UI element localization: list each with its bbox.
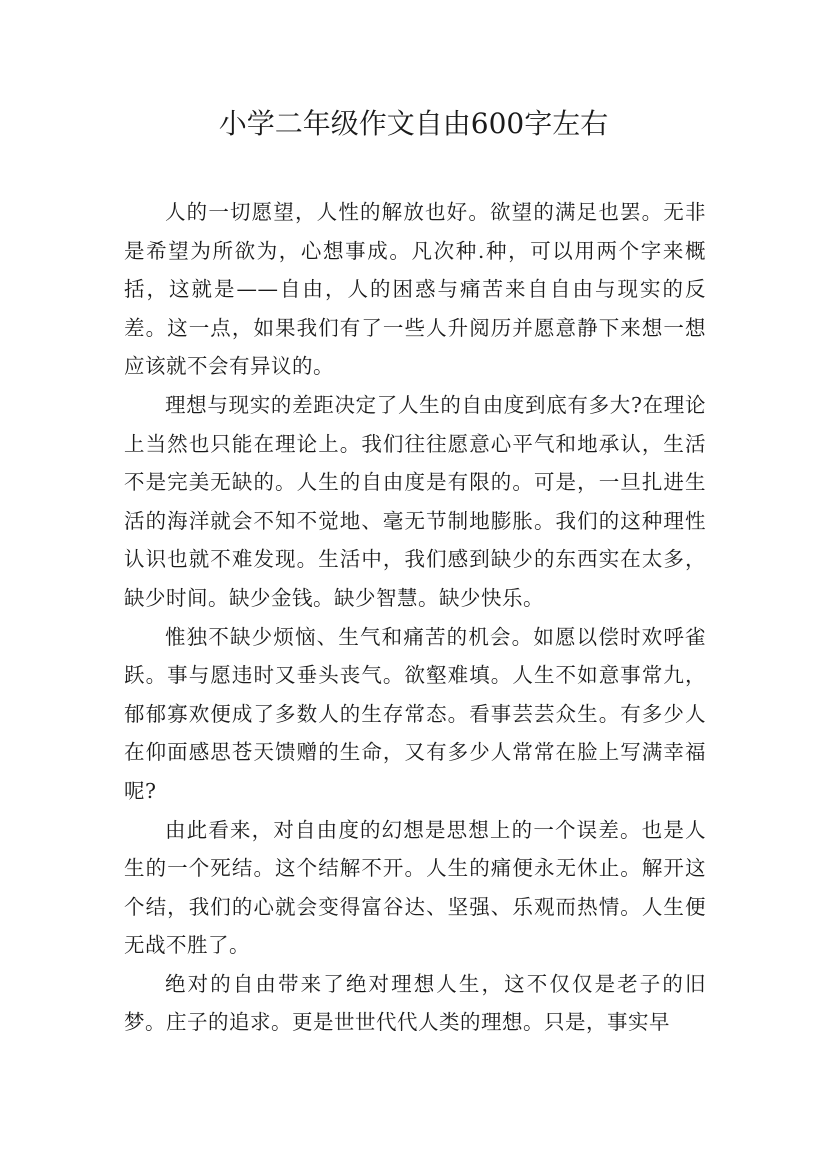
document-body <box>124 193 706 1042</box>
paragraph: 由此看来，对自由度的幻想是思想上的一个误差。也是人生的一个死结。这个结解不开。人生的痛便永无休止。解开这个结，我们的心就会变得富谷达、坚强、乐观而热情。人生便无战不胜了。 <box>124 817 706 958</box>
paragraph: 人的一切愿望，人性的解放也好。欲望的满足也罢。无非是希望为所欲为，心想事成。凡次种.种，可以用两个字来概括，这就是——自由，人的困惑与痛苦来自自由与现实的反差。这一点，如果我们有了一些人升阅历并愿意静下来想一想应该就不会有异议的。 <box>124 200 706 379</box>
paragraph: 绝对的自由带来了绝对理想人生，这不仅仅是老子的旧梦。庄子的追求。更是世世代代人类的理想。只是，事实早 <box>124 971 706 1035</box>
paragraph: 惟独不缺少烦恼、生气和痛苦的机会。如愿以偿时欢呼雀跃。事与愿违时又垂头丧气。欲壑难填。人生不如意事常九，郁郁寡欢便成了多数人的生存常态。看事芸芸众生。有多少人在仰面感思苍天馈赠的生命，又有多少人常常在脸上写满幸福呢? <box>124 624 706 803</box>
document-title: 小学二年级作文自由600字左右 <box>218 107 609 140</box>
paragraph: 理想与现实的差距决定了人生的自由度到底有多大?在理论上当然也只能在理论上。我们往往愿意心平气和地承认，生活不是完美无缺的。人生的自由度是有限的。可是，一旦扎进生活的海洋就会不知不觉地、毫无节制地膨胀。我们的这种理性认识也就不难发现。生活中，我们感到缺少的东西实在太多，缺少时间。缺少金钱。缺少智慧。缺少快乐。 <box>124 392 706 610</box>
